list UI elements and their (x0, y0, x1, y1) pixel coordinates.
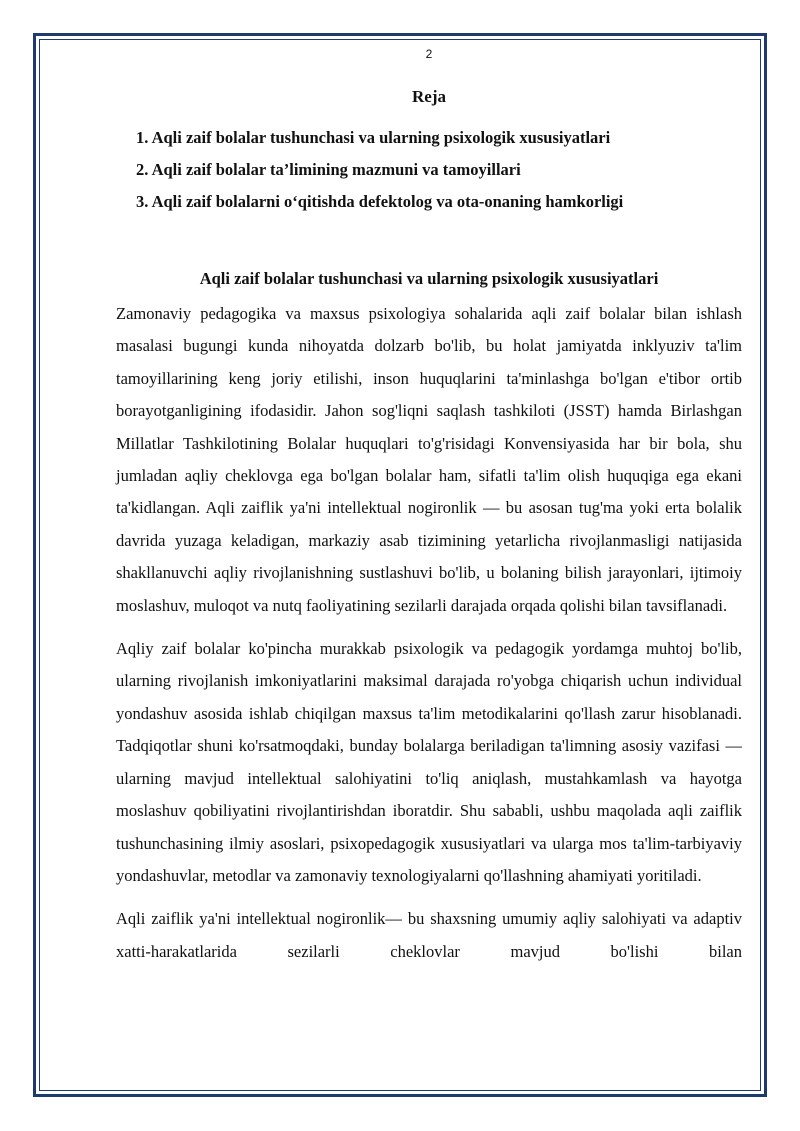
plan-item: 3. Aqli zaif bolalarni o‘qitishda defektolog va ota-onaning hamkorligi (136, 192, 624, 211)
page-number: 2 (425, 47, 433, 61)
section-heading: Aqli zaif bolalar tushunchasi va ularning psixologik xususiyatlari (199, 269, 659, 288)
document-page (116, 44, 742, 979)
body-paragraph: Aqli zaiflik ya'ni intellektual nogironlik— bu shaxsning umumiy aqliy salohiyati va adaptiv xatti-harakatlarida sezilarli cheklovlar mavjud bo'lishi bilan (116, 909, 742, 961)
body-paragraph: Aqliy zaif bolalar ko'pincha murakkab psixologik va pedagogik yordamga muhtoj bo'lib, ularning rivojlanish imkoniyatlarini maksimal darajada ro'yobga chiqarish uchun individual yondashuv asosida ishlab chiqilgan maxsus ta'lim metodikalarini qo'llash zarur hisoblanadi. Tadqiqotlar shuni ko'rsatmoqdaki, bunday bolalarga beriladigan ta'limning asosiy vazifasi — ularning mavjud intellektual salohiyatini to'liq aniqlash, mustahkamlash va hayotga moslashuv qobiliyatini rivojlantirishdan iboratdir. Shu sababli, ushbu maqolada aqli zaiflik tushunchasining ilmiy asoslari, psixopedagogik xususiyatlari va ularga mos ta'lim-tarbiyaviy yondashuvlar, metodlar va zamonaviy texnologiyalarni qo'llashning ahamiyati yoritiladi. (116, 639, 742, 885)
plan-title: Reja (412, 87, 446, 106)
plan-list (116, 122, 742, 218)
plan-item: 2. Aqli zaif bolalar ta’limining mazmuni va tamoyillari (136, 160, 521, 179)
plan-item: 1. Aqli zaif bolalar tushunchasi va ularning psixologik xususiyatlari (136, 128, 611, 147)
body-paragraph: Zamonaviy pedagogika va maxsus psixologiya sohalarida aqli zaif bolalar bilan ishlash masalasi bugungi kunda nihoyatda dolzarb bo'lib, bu holat jamiyatda inklyuziv ta'lim tamoyillarining keng joriy etilishi, inson huquqlarini ta'minlashga bo'lgan e'tibor ortib borayotganligining ifodasidir. Jahon sog'liqni saqlash tashkiloti (JSST) hamda Birlashgan Millatlar Tashkilotining Bolalar huquqlari to'g'risidagi Konvensiyasida har bir bola, shu jumladan aqliy cheklovga ega bo'lgan bolalar ham, sifatli ta'lim olish huquqiga ega ekani ta'kidlangan. Aqli zaiflik ya'ni intellektual nogironlik — bu asosan tug'ma yoki erta bolalik davrida yuzaga keladigan, markaziy asab tizimining yetarlicha rivojlanmasligi natijasida shakllanuvchi aqliy rivojlanishning sustlashuvi bo'lib, u bolaning bilish jarayonlari, ijtimoiy moslashuv, muloqot va nutq faoliyatining sezilarli darajada orqada qolishi bilan tavsiflanadi. (116, 304, 742, 615)
